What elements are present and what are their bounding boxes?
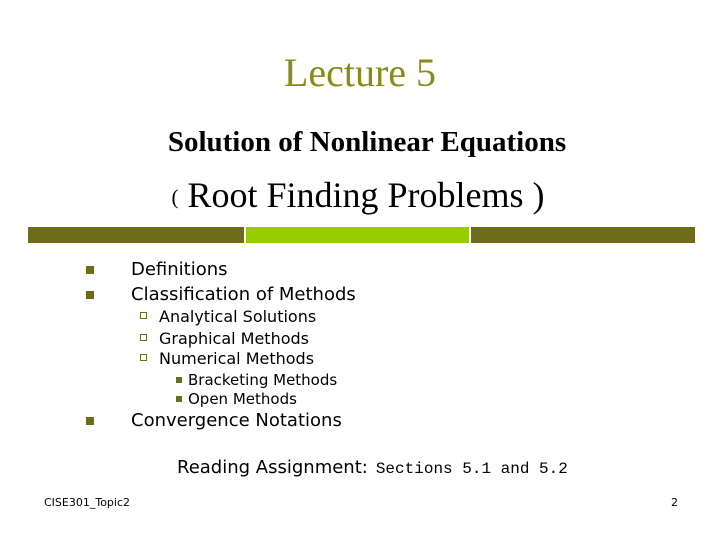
divider-bar-right: [471, 227, 695, 243]
small-square-bullet-icon: [176, 377, 182, 383]
bullet-text: Definitions: [131, 259, 228, 280]
sub-sub-bullet-text: Bracketing Methods: [188, 371, 338, 389]
footer-course: CISE301_Topic2: [44, 496, 131, 509]
open-paren: (: [171, 185, 179, 209]
reading-assignment: [177, 456, 568, 481]
square-bullet-icon: [86, 417, 94, 425]
divider-bar-left: [28, 227, 244, 243]
bullet-text: Convergence Notations: [131, 410, 342, 431]
hollow-square-bullet-icon: [140, 312, 147, 319]
hollow-square-bullet-icon: [140, 354, 147, 361]
hollow-square-bullet-icon: [140, 334, 147, 341]
small-square-bullet-icon: [176, 396, 182, 402]
slide-subtitle-secondary: [0, 174, 716, 218]
square-bullet-icon: [86, 266, 94, 274]
reading-reference: Sections 5.1 and 5.2: [375, 460, 568, 478]
slide-title: Lecture 5: [283, 50, 437, 95]
sub-bullet-text: Analytical Solutions: [159, 307, 317, 326]
slide-subtitle: Solution of Nonlinear Equations: [167, 126, 567, 158]
close-paren: ): [532, 175, 545, 215]
subtitle-secondary-text: Root Finding Problems: [187, 175, 524, 215]
bullet-text: Classification of Methods: [131, 284, 356, 305]
sub-sub-bullet-text: Open Methods: [188, 390, 297, 408]
square-bullet-icon: [86, 291, 94, 299]
reading-label: Reading Assignment:: [177, 457, 368, 478]
sub-bullet-text: Graphical Methods: [159, 329, 309, 348]
page-number: 2: [671, 496, 678, 509]
sub-bullet-text: Numerical Methods: [159, 349, 315, 368]
divider-bar-middle: [246, 227, 469, 243]
